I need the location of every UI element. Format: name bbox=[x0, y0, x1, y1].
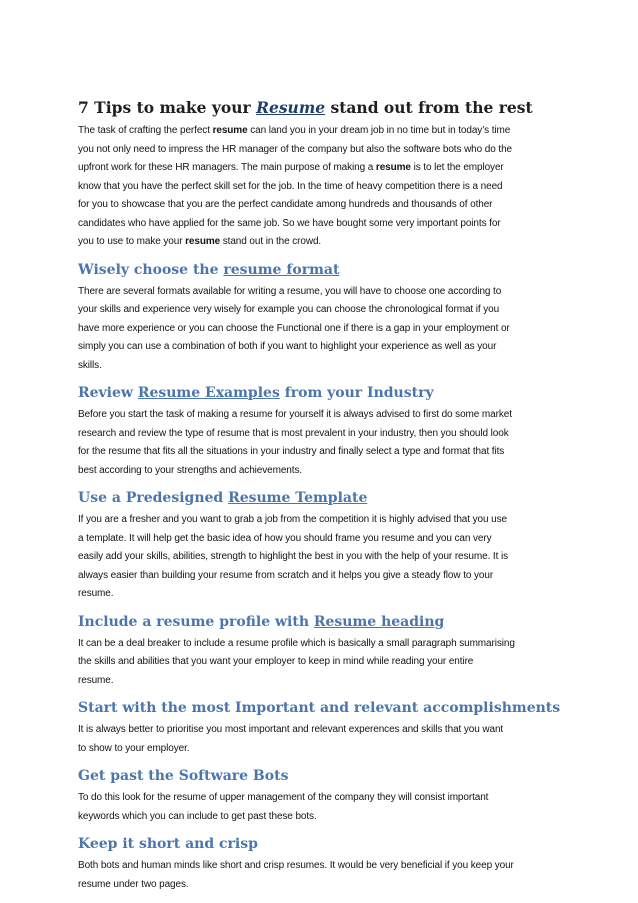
intro-line bbox=[78, 159, 566, 178]
section-paragraph bbox=[78, 406, 566, 480]
heading-text: Wisely choose the bbox=[78, 261, 224, 278]
paragraph-line: resume. bbox=[78, 674, 114, 686]
paragraph-line: simply you can use a combination of both if you want to highlight your experience as well as your bbox=[78, 341, 497, 352]
paragraph-line: There are several formats available for writing a resume, you will have to choose one according to bbox=[78, 285, 502, 297]
heading-text: Get past the Software Bots bbox=[78, 768, 289, 784]
intro-text: upfront work for these HR managers. The main purpose of making a bbox=[78, 162, 376, 173]
heading-text: Use a Predesigned bbox=[78, 490, 229, 506]
intro-text: stand out in the crowd. bbox=[220, 236, 322, 247]
intro-bold-text: resume bbox=[185, 236, 221, 247]
paragraph-line: have more experience or you can choose the Functional one if there is a gap in your employment or bbox=[78, 322, 510, 334]
heading-text: Start with the most Important and relevant accomplishments bbox=[78, 700, 561, 716]
intro-line bbox=[78, 122, 566, 141]
section-paragraph bbox=[78, 511, 566, 604]
intro-bold-text: resume bbox=[212, 125, 248, 136]
paragraph-line: resume. bbox=[78, 588, 114, 599]
paragraph-line: to show to your employer. bbox=[78, 742, 190, 754]
heading-text: Keep it short and crisp bbox=[78, 836, 258, 852]
paragraph-line: best according to your strengths and achievements. bbox=[78, 464, 303, 476]
heading-text-suffix: from your Industry bbox=[279, 385, 434, 401]
paragraph-line: It can be a deal breaker to include a resume profile which is basically a small paragraph summarising bbox=[78, 637, 515, 649]
paragraph-line: It is always better to prioritise you most important and relevant experences and skills that you want bbox=[78, 724, 504, 735]
section-heading bbox=[78, 612, 566, 632]
intro-text: know that you have the perfect skill set for the job. In the time of heavy competition there is a need bbox=[78, 180, 503, 192]
intro-text: The task of crafting the perfect bbox=[78, 125, 213, 136]
paragraph-line: research and review the type of resume that is most prevalent in your industry, then you should look bbox=[78, 427, 509, 439]
heading-link[interactable]: resume format bbox=[223, 261, 340, 278]
title-prefix: 7 Tips to make your bbox=[78, 98, 257, 117]
paragraph-line: a template. It will help get the basic idea of how you should frame you resume and you can very bbox=[78, 532, 492, 544]
section-heading bbox=[78, 698, 566, 718]
paragraph-line: the skills and abilities that you want your employer to keep in mind while reading your entire bbox=[78, 656, 474, 667]
page-title bbox=[78, 98, 566, 118]
heading-link[interactable]: Resume Template bbox=[228, 490, 368, 506]
heading-text: Include a resume profile with bbox=[78, 613, 314, 630]
paragraph-line: your skills and experience very wisely for example you can choose the chronological format if you bbox=[78, 304, 500, 315]
heading-link[interactable]: Resume Examples bbox=[137, 385, 280, 401]
intro-line bbox=[78, 141, 566, 160]
intro-text: is to let the employer bbox=[410, 162, 504, 173]
title-suffix: stand out from the rest bbox=[325, 98, 533, 117]
paragraph-line: Before you start the task of making a resume for yourself it is always advised to first do some market bbox=[78, 409, 512, 420]
section-paragraph bbox=[78, 857, 566, 894]
section-paragraph bbox=[78, 789, 566, 826]
intro-text: you to use to make your bbox=[78, 236, 186, 247]
section-heading bbox=[78, 488, 566, 508]
intro-bold-text: resume bbox=[375, 162, 411, 173]
intro-text: candidates who have applied for the same job. So we have bought some very important points for bbox=[78, 217, 501, 229]
paragraph-line: easily add your skills, abilities, strength to highlight the best in you with the help of your resume. It is bbox=[78, 551, 508, 562]
section-paragraph bbox=[78, 635, 566, 691]
title-resume-link[interactable]: Resume bbox=[256, 98, 326, 117]
paragraph-line: keywords which you can include to get past these bots. bbox=[78, 810, 317, 822]
tips-sections bbox=[78, 260, 566, 895]
intro-line bbox=[78, 178, 566, 197]
section-paragraph bbox=[78, 283, 566, 376]
section-heading bbox=[78, 383, 566, 403]
section-paragraph bbox=[78, 721, 566, 758]
intro-text: for you to showcase that you are the perfect candidate among hundreds and thousands of other bbox=[78, 199, 493, 210]
paragraph-line: always easier than building your resume from scratch and it helps you give a steady flow to your bbox=[78, 569, 494, 581]
intro-text: can land you in your dream job in no time but in today’s time bbox=[247, 125, 511, 136]
document-page bbox=[78, 98, 566, 894]
intro-text: you not only need to impress the HR manager of the company but also the software bots who do the bbox=[78, 143, 512, 155]
paragraph-line: Both bots and human minds like short and crisp resumes. It would be very beneficial if you keep your bbox=[78, 860, 514, 871]
paragraph-line: If you are a fresher and you want to grab a job from the competition it is highly advised that you use bbox=[78, 514, 507, 525]
intro-line bbox=[78, 215, 566, 234]
section-heading bbox=[78, 766, 566, 786]
paragraph-line: for the resume that fits all the situations in your industry and finally select a type and format that fits bbox=[78, 446, 505, 457]
intro-paragraph bbox=[78, 122, 566, 252]
heading-link[interactable]: Resume heading bbox=[313, 613, 445, 630]
paragraph-line: resume under two pages. bbox=[78, 878, 189, 890]
intro-line bbox=[78, 196, 566, 215]
paragraph-line: To do this look for the resume of upper management of the company they will consist important bbox=[78, 792, 489, 803]
heading-text: Review bbox=[78, 385, 138, 401]
intro-line bbox=[78, 233, 566, 252]
section-heading bbox=[78, 834, 566, 854]
paragraph-line: skills. bbox=[78, 359, 102, 371]
section-heading bbox=[78, 260, 566, 280]
